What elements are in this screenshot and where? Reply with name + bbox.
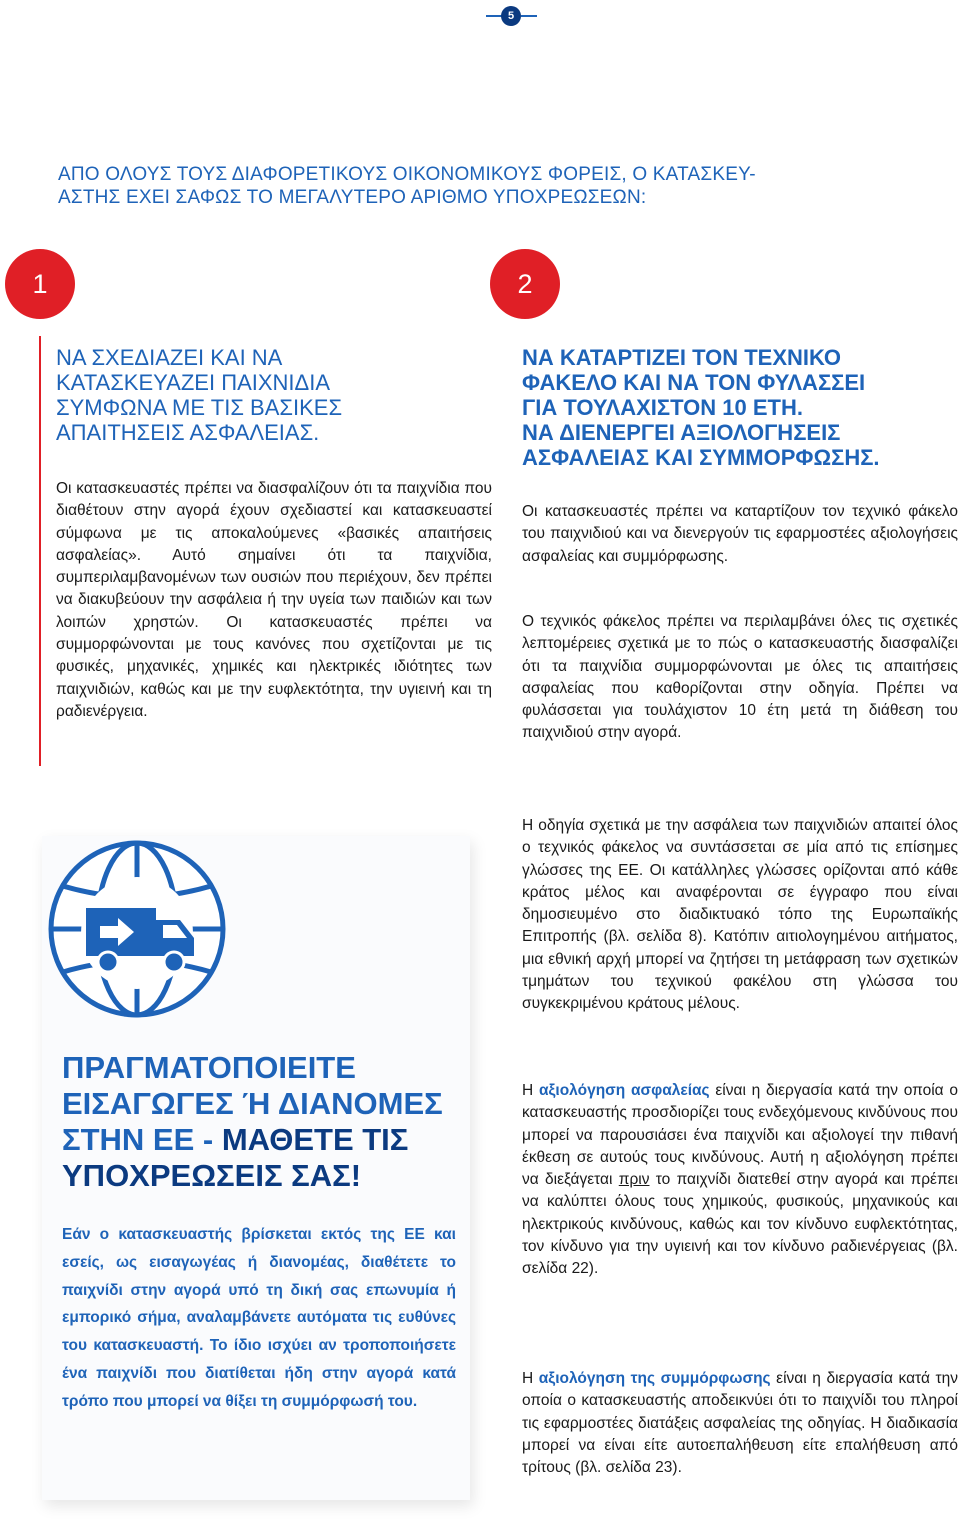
step-number-2: 2 bbox=[490, 249, 560, 319]
box-heading bbox=[62, 1050, 462, 1194]
globe-delivery-truck-icon bbox=[46, 838, 228, 1020]
page-number: 5 bbox=[501, 6, 521, 26]
box-heading-part1: ΠΡΑΓΜΑΤΟΠΟΙΕΙΤΕ ΕΙΣΑΓΩΓΕΣ Ή ΔΙΑΝΟΜΕΣ ΣΤΗΝ ΕΕ - bbox=[62, 1050, 443, 1157]
heading-line: ΣΥΜΦΩΝΑ ΜΕ ΤΙΣ ΒΑΣΙΚΕΣ bbox=[56, 395, 343, 420]
column1-accent-line bbox=[39, 336, 41, 766]
page-number-rule-left bbox=[486, 15, 502, 17]
heading-line: ΝΑ ΔΙΕΝΕΡΓΕΙ ΑΞΙΟΛΟΓΗΣΕΙΣ bbox=[522, 420, 841, 445]
heading-line: ΦΑΚΕΛΟ ΚΑΙ ΝΑ ΤΟΝ ΦΥΛΑΣΣΕΙ bbox=[522, 370, 866, 395]
text-run: είναι η διεργασία κατά την οποία ο κατασκευαστής προσδιορίζει τους ενδεχόμενους κινδύνους που μπορεί να παρουσιάσει ένα παιχνίδι και αξιολογεί την πιθανή έκθεση σε αυτούς τους κινδύνους. Αυτή η αξιολόγηση πρέπει να διεξάγεται bbox=[522, 1082, 958, 1189]
heading-line: ΓΙΑ ΤΟΥΛΑΧΙΣΤΟΝ 10 ΕΤΗ. bbox=[522, 395, 803, 420]
heading-line: ΝΑ ΣΧΕΔΙΑΖΕΙ ΚΑΙ ΝΑ bbox=[56, 345, 283, 370]
step-number-1: 1 bbox=[5, 249, 75, 319]
column2-paragraph-conformity-assessment bbox=[522, 1368, 958, 1479]
column2-paragraph-2: Ο τεχνικός φάκελος πρέπει να περιλαμβάνει όλες τις σχετικές λεπτομέρειες σχετικά με το πώς ο κατασκευαστής διασφαλίζει ότι τα παιχνίδια συμμορφώνονται με όλες τις απαιτήσεις ασφαλείας που καθορίζονται στην οδηγία. Πρέπει να φυλάσσεται για τουλάχιστον 10 έτη μετά τη διάθεση του παιχνιδιού στην αγορά. bbox=[522, 613, 958, 742]
text-run: το παιχνίδι διατεθεί στην αγορά και πρέπει να καλύπτει όλους τους χημικούς, φυσικούς, μηχανικούς και ηλεκτρικούς κινδύνους, καθώς και τον κίνδυνο ευφλεκτότητας, τον κίνδυνο για την υγιεινή και τον κίνδυνο ραδιενέργειας (βλ. σελίδα 22). bbox=[522, 1171, 958, 1278]
heading-line: ΑΠΑΙΤΗΣΕΙΣ ΑΣΦΑΛΕΙΑΣ. bbox=[56, 420, 320, 445]
underlined-word: πριν bbox=[618, 1171, 650, 1189]
main-heading-line: ΑΣΤΗΣ ΕΧΕΙ ΣΑΦΩΣ ΤΟ ΜΕΓΑΛΥΤΕΡΟ ΑΡΙΘΜΟ ΥΠΟΧΡΕΩΣΕΩΝ: bbox=[58, 187, 647, 208]
term-conformity-assessment: αξιολόγηση της συμμόρφωσης bbox=[538, 1370, 771, 1387]
text-run: Η bbox=[522, 1370, 539, 1387]
main-heading-line: ΑΠΟ ΟΛΟΥΣ ΤΟΥΣ ΔΙΑΦΟΡΕΤΙΚΟΥΣ ΟΙΚΟΝΟΜΙΚΟΥΣ ΦΟΡΕΙΣ, Ο ΚΑΤΑΣΚΕΥ- bbox=[58, 164, 756, 185]
column1-paragraph: Οι κατασκευαστές πρέπει να διασφαλίζουν ότι τα παιχνίδια που διαθέτουν στην αγορά έχουν σχεδιαστεί και κατασκευαστεί σύμφωνα με τις αποκαλούμενες «βασικές απαιτήσεις ασφαλείας». Αυτό σημαίνει ότι τα παιχνίδια, συμπεριλαμβανομένων των ουσιών που περιέχουν, δεν πρέπει να διακυβεύουν την ασφάλεια ή την υγεία των παιδιών και των λοιπών χρηστών. Οι κατασκευαστές πρέπει να συμμορφώνονται με τους κανόνες που σχετίζονται με τις φυσικές, μηχανικές, χημικές και ηλεκτρικές ιδιότητες των παιχνιδιών, καθώς και με την ευφλεκτότητα, την υγιεινή και τη ραδιενέργεια. bbox=[56, 480, 492, 720]
column2-paragraph-1: Οι κατασκευαστές πρέπει να καταρτίζουν τον τεχνικό φάκελο του παιχνιδιού και να διενεργούν τις εφαρμοστέες αξιολογήσεις ασφαλείας και συμμόρφωσης. bbox=[522, 503, 958, 565]
term-safety-assessment: αξιολόγηση ασφαλείας bbox=[538, 1082, 710, 1099]
box-heading-part2: ΜΑΘΕΤΕ ΤΙΣ ΥΠΟΧΡΕΩΣΕΙΣ ΣΑΣ! bbox=[62, 1122, 409, 1193]
column1-heading bbox=[56, 345, 486, 445]
heading-line: ΚΑΤΑΣΚΕΥΑΖΕΙ ΠΑΙΧΝΙΔΙΑ bbox=[56, 370, 331, 395]
page-number-rule-right bbox=[521, 15, 537, 17]
main-heading bbox=[58, 163, 938, 209]
heading-line: ΝΑ ΚΑΤΑΡΤΙΖΕΙ ΤΟΝ ΤΕΧΝΙΚΟ bbox=[522, 345, 842, 370]
text-run: είναι η διεργασία κατά την οποία ο κατασκευαστής αποδεικνύει ότι το παιχνίδι του πληροί τις εφαρμοστέες διατάξεις ασφαλείας της οδηγίας. Η διαδικασία μπορεί να είναι είτε αυτοεπαλήθευση είτε επαλήθευση από τρίτους (βλ. σελίδα 23). bbox=[522, 1370, 958, 1477]
box-text: Εάν ο κατασκευαστής βρίσκεται εκτός της ΕΕ και εσείς, ως εισαγωγέας ή διανομέας, διαθέτετε το παιχνίδι στην αγορά υπό τη δική σας επωνυμία ή εμπορικό σήμα, αναλαμβάνετε αυτόματα τις ευθύνες του κατασκευαστή. Το ίδιο ισχύει αν τροποποιήσετε ένα παιχνίδι που διατίθεται ήδη στην αγορά κατά τρόπο που μπορεί να θίξει τη συμμόρφωσή του. bbox=[62, 1226, 456, 1410]
heading-line: ΑΣΦΑΛΕΙΑΣ ΚΑΙ ΣΥΜΜΟΡΦΩΣΗΣ. bbox=[522, 445, 880, 470]
column2-paragraph-3: Η οδηγία σχετικά με την ασφάλεια των παιχνιδιών απαιτεί όλος ο τεχνικός φάκελος να συντάσσεται σε μία από τις επίσημες γλώσσες της ΕΕ. Οι κατάλληλες γλώσσες ορίζονται από κάθε κράτος μέλος και αναφέρονται σε έγγραφο που είναι δημοσιευμένο στο διαδικτυακό τόπο της Ευρωπαϊκής Επιτροπής (βλ. σελίδα 8). Κατόπιν αιτιολογημένου αιτήματος, μια εθνική αρχή μπορεί να ζητήσει τη μετάφραση των σχετικών τμημάτων του τεχνικού φακέλου στη γλώσσα του συγκεκριμένου κράτους μέλους. bbox=[522, 817, 958, 1013]
column2-paragraph-safety-assessment bbox=[522, 1080, 958, 1281]
text-run: Η bbox=[522, 1082, 539, 1099]
column2-heading bbox=[522, 345, 952, 470]
